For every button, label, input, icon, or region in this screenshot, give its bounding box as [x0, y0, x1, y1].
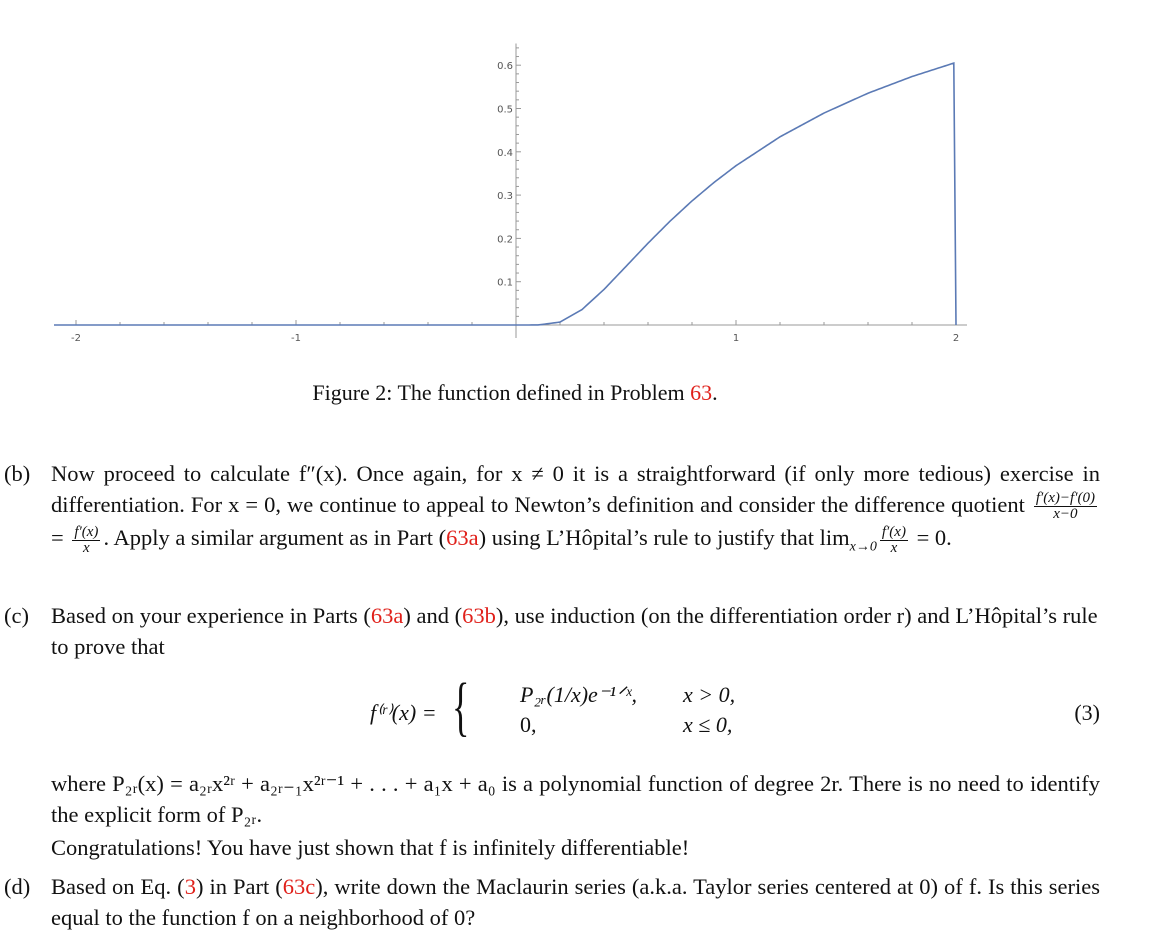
y-tick-label: 0.4 — [497, 147, 513, 159]
after-equation — [51, 768, 1100, 863]
limit-quotient — [880, 525, 908, 556]
part-b-text3: ) using L’Hôpital’s rule to justify that lim — [478, 525, 850, 551]
equation-3 — [370, 670, 1100, 748]
x-tick-label: 1 — [732, 333, 740, 344]
frac2-den: x — [83, 539, 90, 556]
part-c-text — [51, 600, 1100, 662]
x-tick-label: -2 — [71, 333, 81, 344]
case2-expression: 0, — [520, 712, 537, 737]
polynomial-description: where P₂ᵣ(x) = a₂ᵣx²ʳ + a₂ᵣ₋₁x²ʳ⁻¹ + . . . + a₁x + a₀ is a polynomial function of degree 2r. There is no need to identify the explicit form of P₂ᵣ. — [51, 771, 1100, 827]
case2-condition: x ≤ 0, — [683, 712, 733, 737]
figure-caption — [0, 380, 1030, 406]
part-d-text3: ), write down the Maclaurin series (a.k.a. Taylor series centered at 0) of f. Is this series equal to the function f on a neighborhood of 0? — [51, 874, 1101, 930]
simplified-quotient — [72, 525, 100, 556]
frac3-num: f′(x) — [881, 523, 906, 540]
y-tick-label: 0.5 — [497, 104, 513, 116]
part-d-ref-63c[interactable]: 63c — [282, 874, 316, 899]
frac1-num: f′(x)−f′(0) — [1035, 490, 1095, 507]
part-d-label: (d) — [4, 874, 31, 899]
part-b-text4: = 0. — [910, 525, 952, 551]
x-tick-label: -1 — [291, 333, 301, 344]
part-c-label: (c) — [4, 603, 29, 628]
lim-subscript: x→0 — [849, 539, 877, 555]
part-d-text — [51, 871, 1100, 933]
part-b — [4, 458, 1100, 563]
x-tick-label: 2 — [952, 333, 960, 344]
part-b-text — [51, 458, 1100, 563]
part-d-text2: ) in Part ( — [195, 874, 283, 899]
plot-ticks — [71, 48, 959, 344]
part-c-text1: Based on your experience in Parts ( — [51, 603, 371, 628]
part-b-ref-63a[interactable]: 63a — [446, 525, 479, 551]
equation-number: (3) — [1074, 700, 1100, 725]
y-tick-label: 0.2 — [497, 234, 513, 246]
y-tick-label: 0.1 — [497, 277, 513, 289]
caption-problem-link[interactable]: 63 — [690, 380, 713, 405]
part-b-label: (b) — [4, 461, 31, 486]
caption-suffix: . — [712, 380, 718, 405]
frac2-num: f′(x) — [74, 523, 99, 540]
part-c-text2: ) and ( — [403, 603, 463, 628]
frac3-den: x — [890, 539, 898, 556]
part-d — [4, 871, 1100, 933]
y-tick-label: 0.6 — [497, 61, 513, 73]
caption-text: Figure 2: The function defined in Problem — [312, 380, 691, 405]
part-d-ref-3[interactable]: 3 — [184, 874, 196, 899]
part-c-text3: ), use induction (on the differentiation order r) and L’Hôpital’s rule to prove that — [51, 603, 1098, 659]
case1-expression: P₂ᵣ(1/x)e⁻¹ᐟˣ, — [520, 682, 638, 707]
part-b-text1: Now proceed to calculate f″(x). Once again, for x ≠ 0 it is a straightforward (if only more tedious) exercise in differentiation. For x = 0, we continue to appeal to Newton’s definition and consider the difference quotient — [51, 461, 1100, 517]
part-c — [4, 600, 1100, 662]
function-plot — [0, 0, 1154, 360]
part-b-eq: = — [51, 525, 70, 551]
case1-condition: x > 0, — [683, 682, 736, 707]
part-b-text2: . Apply a similar argument as in Part ( — [103, 525, 447, 551]
difference-quotient — [1034, 491, 1097, 522]
equation-lhs: f⁽ʳ⁾(x) = — [370, 700, 437, 725]
part-c-ref-63a[interactable]: 63a — [370, 603, 404, 628]
frac1-den: x−0 — [1053, 506, 1078, 523]
part-c-ref-63b[interactable]: 63b — [462, 603, 496, 628]
part-d-text1: Based on Eq. ( — [51, 874, 185, 899]
y-tick-label: 0.3 — [497, 191, 513, 203]
left-brace: { — [452, 670, 470, 743]
congratulations-line: Congratulations! You have just shown that f is infinitely differentiable! — [51, 835, 690, 860]
